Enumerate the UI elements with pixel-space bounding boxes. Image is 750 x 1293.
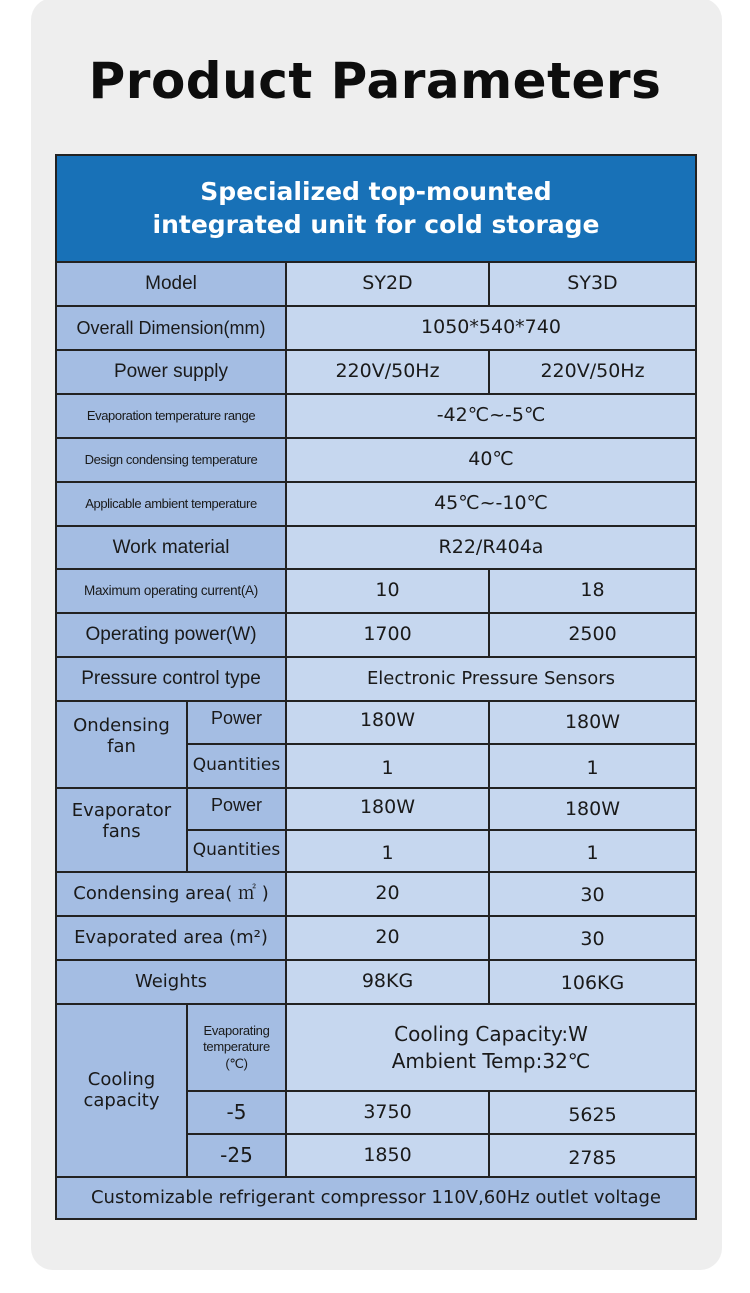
row-label-pressure-control: Pressure control type — [57, 658, 287, 702]
evaporating-temperature-label — [188, 1005, 287, 1092]
cooling-capacity-label-2: capacity — [83, 1089, 160, 1111]
cooling-note-1: Cooling Capacity:W — [394, 1021, 588, 1046]
model-sy3d: SY3D — [490, 263, 695, 307]
row-label-model: Model — [57, 263, 287, 307]
cooling-capacity-label-1: Cooling — [87, 1068, 156, 1090]
pressure-control-value: Electronic Pressure Sensors — [287, 658, 695, 702]
cooling-minus5-sy3d: 5625 — [490, 1092, 695, 1135]
evaporator-fans-label-1: Evaporator — [71, 800, 172, 821]
row-label-condensing-area: Condensing area( ㎡ ) — [57, 873, 287, 917]
condensing-fan-power-sy2d: 180W — [287, 702, 490, 745]
condensing-fan-quantities-sy3d: 1 — [490, 745, 695, 789]
cooling-capacity-note — [287, 1005, 695, 1092]
cooling-note-2: Ambient Temp:32℃ — [391, 1048, 591, 1073]
header-line-2: integrated unit for cold storage — [152, 209, 600, 239]
evaporated-area-sy2d: 20 — [287, 917, 490, 961]
row-label-work-material: Work material — [57, 527, 287, 570]
row-label-dimension: Overall Dimension(mm) — [57, 307, 287, 351]
row-label-weights: Weights — [57, 961, 287, 1005]
condensing-fan-quantities-label: Quantities — [188, 745, 287, 789]
condensing-fan-power-label: Power — [188, 702, 287, 745]
table-header — [57, 156, 695, 263]
power-supply-sy3d: 220V/50Hz — [490, 351, 695, 395]
row-label-max-current: Maximum operating current(A) — [57, 570, 287, 614]
max-current-sy3d: 18 — [490, 570, 695, 614]
cooling-minus25-sy3d: 2785 — [490, 1135, 695, 1178]
power-supply-sy2d: 220V/50Hz — [287, 351, 490, 395]
row-label-ambient-temp: Applicable ambient temperature — [57, 483, 287, 527]
weights-sy3d: 106KG — [490, 961, 695, 1005]
operating-power-sy3d: 2500 — [490, 614, 695, 658]
row-label-cooling-capacity — [57, 1005, 188, 1178]
evap-temp-label-1: Evaporating — [203, 1023, 270, 1039]
condensing-area-sy2d: 20 — [287, 873, 490, 917]
condensing-temp-value: 40℃ — [287, 439, 695, 483]
max-current-sy2d: 10 — [287, 570, 490, 614]
cooling-minus5-sy2d: 3750 — [287, 1092, 490, 1135]
evap-temp-label-2: temperature — [203, 1039, 270, 1055]
ambient-temp-value: 45℃~-10℃ — [287, 483, 695, 527]
row-label-evaporator-fans — [57, 789, 188, 873]
weights-sy2d: 98KG — [287, 961, 490, 1005]
page-title: Product Parameters — [88, 52, 662, 110]
cooling-temp-minus5: -5 — [188, 1092, 287, 1135]
condensing-fan-label-2: fan — [107, 735, 136, 757]
condensing-fan-power-sy3d: 180W — [490, 702, 695, 745]
row-label-power-supply: Power supply — [57, 351, 287, 395]
row-label-evaporation-range: Evaporation temperature range — [57, 395, 287, 439]
cooling-minus25-sy2d: 1850 — [287, 1135, 490, 1178]
evaporator-fans-quantities-sy3d: 1 — [490, 831, 695, 873]
condensing-area-sy3d: 30 — [490, 873, 695, 917]
parameters-table — [55, 154, 697, 1220]
evaporator-fans-quantities-label: Quantities — [188, 831, 287, 873]
row-label-operating-power: Operating power(W) — [57, 614, 287, 658]
cooling-temp-minus25: -25 — [188, 1135, 287, 1178]
row-label-condensing-fan — [57, 702, 188, 789]
table-footer-note: Customizable refrigerant compressor 110V,60Hz outlet voltage — [57, 1178, 695, 1218]
evaporator-fans-power-sy3d: 180W — [490, 789, 695, 831]
row-label-condensing-temp: Design condensing temperature — [57, 439, 287, 483]
evaporator-fans-label-2: fans — [102, 820, 141, 842]
evaporated-area-sy3d: 30 — [490, 917, 695, 961]
row-label-evaporated-area: Evaporated area (m²) — [57, 917, 287, 961]
operating-power-sy2d: 1700 — [287, 614, 490, 658]
header-line-1: Specialized top-mounted — [200, 177, 552, 206]
condensing-fan-quantities-sy2d: 1 — [287, 745, 490, 789]
evaporator-fans-power-sy2d: 180W — [287, 789, 490, 831]
evaporator-fans-quantities-sy2d: 1 — [287, 831, 490, 873]
work-material-value: R22/R404a — [287, 527, 695, 570]
evaporation-range-value: -42℃~-5℃ — [287, 395, 695, 439]
dimension-value: 1050*540*740 — [287, 307, 695, 351]
condensing-fan-label-1: Ondensing — [73, 715, 170, 736]
model-sy2d: SY2D — [287, 263, 490, 307]
evap-temp-label-3: (℃) — [225, 1055, 248, 1071]
evaporator-fans-power-label: Power — [188, 789, 287, 831]
